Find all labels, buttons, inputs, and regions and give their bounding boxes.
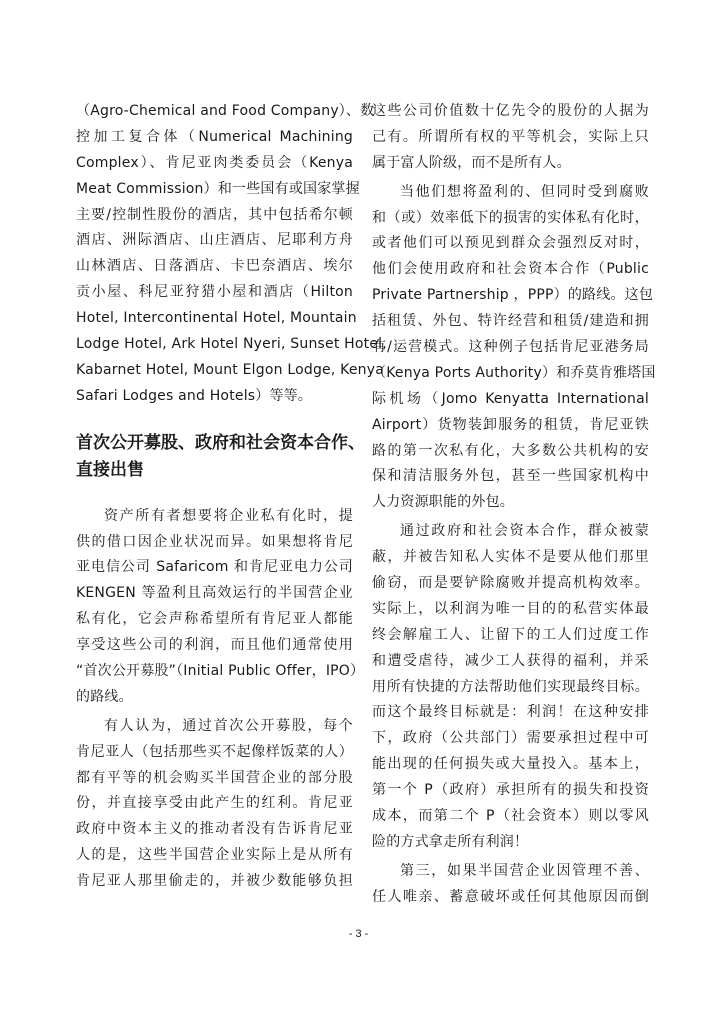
text-line: 蔽，并被告知私人实体不是要从他们那里 [372,549,649,566]
text-line: 第一个 P（政府）承担所有的损失和投资 [372,782,649,799]
text-line: 享受这些公司的利润，而且他们通常使用 [76,637,353,654]
text-line: 资产所有者想要将企业私有化时，提 [104,507,353,524]
text-line: 政府中资本主义的推动者没有告诉肯尼亚 [76,821,353,838]
text-line: 肯尼亚人那里偷走的，并被少数能够负担 [76,873,353,890]
text-line: Meat Commission）和一些国有或国家掌握 [76,180,360,197]
text-line: 括租赁、外包、特许经营和租赁/建造和拥 [372,313,649,330]
paragraph [372,99,649,177]
text-line: 己有。所谓所有权的平等机会，实际上只 [372,128,649,145]
text-line: 当他们想将盈利的、但同时受到腐败 [400,183,649,200]
text-line: Complex）、肯尼亚肉类委员会（Kenya [76,154,353,171]
text-line: Hotel, Intercontinental Hotel, Mountain [76,310,357,327]
text-line: 私有化，它会声称希望所有肯尼亚人都能 [76,611,353,628]
text-line: 能出现的任何损失或大量投入。基本上， [372,756,649,773]
text-line: 际机场（Jomo Kenyatta International [372,390,649,407]
text-line: Safari Lodges and Hotels）等等。 [76,387,313,404]
paragraph [76,714,353,895]
text-line: （Kenya Ports Authority）和乔莫肯雅塔国 [372,364,656,381]
text-line: 偷窃，而是要铲除腐败并提高机构效率。 [372,575,649,592]
text-line: 第三，如果半国营企业因管理不善、 [400,862,649,879]
text-line: 和（或）效率低下的损害的实体私有化时， [372,209,649,226]
text-line: 而这个最终目标就是：利润！在这种安排 [372,704,649,721]
text-line: 有人认为，通过首次公开募股，每个 [104,717,353,734]
text-line: Airport）货物装卸服务的租赁，肯尼亚铁 [372,416,649,433]
text-line: 用所有快捷的方法帮助他们实现最终目标。 [372,678,649,695]
text-line: 控加工复合体（Numerical Machining [76,128,353,145]
left-column [76,99,387,898]
text-line: 或者他们可以预见到群众会强烈反对时， [372,235,649,252]
text-line: 贡小屋、科尼亚狩猎小屋和酒店（Hilton [76,284,353,301]
text-line: 属于富人阶级，而不是所有人。 [372,154,571,171]
text-line: 任人唯亲、蓄意破坏或任何其他原因而倒 [372,888,649,905]
text-line: Lodge Hotel, Ark Hotel Nyeri, Sunset Hotel, [76,336,387,353]
text-line: 酒店、洲际酒店、山庄酒店、尼耶利方舟 [76,232,353,249]
paragraph [372,519,649,856]
text-line: KENGEN 等盈利且高效运行的半国营企业 [76,585,353,602]
text-line: 险的方式拿走所有利润！ [372,833,529,850]
text-line: 肯尼亚人（包括那些买不起像样饭菜的人） [76,743,353,760]
text-line: 路的第一次私有化，大多数公共机构的安 [372,442,649,459]
text-line: 有/运营模式。这种例子包括肯尼亚港务局 [372,339,649,356]
text-line: 成本，而第二个 P（社会资本）则以零风 [372,808,649,825]
text-line: 终会解雇工人、让留下的工人们过度工作 [372,626,649,643]
text-line: 下，政府（公共部门）需要承担过程中可 [372,730,649,747]
section-heading [76,430,365,484]
text-line: “首次公开募股”（Initial Public Offer，IPO） [76,663,365,680]
page-number: - 3 - [348,928,369,940]
heading-line: 首次公开募股、政府和社会资本合作、 [76,432,365,453]
text-line: （Agro-Chemical and Food Company）、数 [76,103,375,119]
text-line: 通过政府和社会资本合作，群众被蒙 [400,523,649,540]
heading-line: 直接出售 [76,459,144,480]
paragraph [76,504,365,711]
text-line: 人的是，这些半国营企业实际上是从所有 [76,847,353,864]
text-line: 亚电信公司 Safaricom 和肯尼亚电力公司 [76,559,353,576]
paragraph [76,99,387,410]
text-line: Kabarnet Hotel, Mount Elgon Lodge, Kenya [76,361,384,378]
right-column [372,99,656,914]
text-line: 的路线。 [76,688,133,705]
text-line: 人力资源职能的外包。 [372,494,514,511]
text-line: Private Partnership ，PPP）的路线。这包 [372,287,654,304]
text-line: 和遭受虐待，减少工人获得的福利，并采 [372,652,649,669]
text-line: 实际上，以利润为唯一目的的私营实体最 [372,600,649,617]
text-line: 山林酒店、日落酒店、卡巴奈酒店、埃尔 [76,258,353,275]
text-line: 供的借口因企业状况而异。如果想将肯尼 [76,533,353,550]
text-line: 他们会使用政府和社会资本合作（Public [372,261,649,278]
text-line: 都有平等的机会购买半国营企业的部分股 [76,769,353,786]
paragraph [372,180,656,517]
text-line: 主要/控制性股份的酒店，其中包括希尔顿 [76,206,353,223]
text-line: 保和清洁服务外包，甚至一些国家机构中 [372,468,649,485]
text-line: 这些公司价值数十亿先令的股份的人据为 [372,103,649,119]
text-line: 份，并直接享受由此产生的红利。肯尼亚 [76,795,353,812]
paragraph [372,859,649,911]
